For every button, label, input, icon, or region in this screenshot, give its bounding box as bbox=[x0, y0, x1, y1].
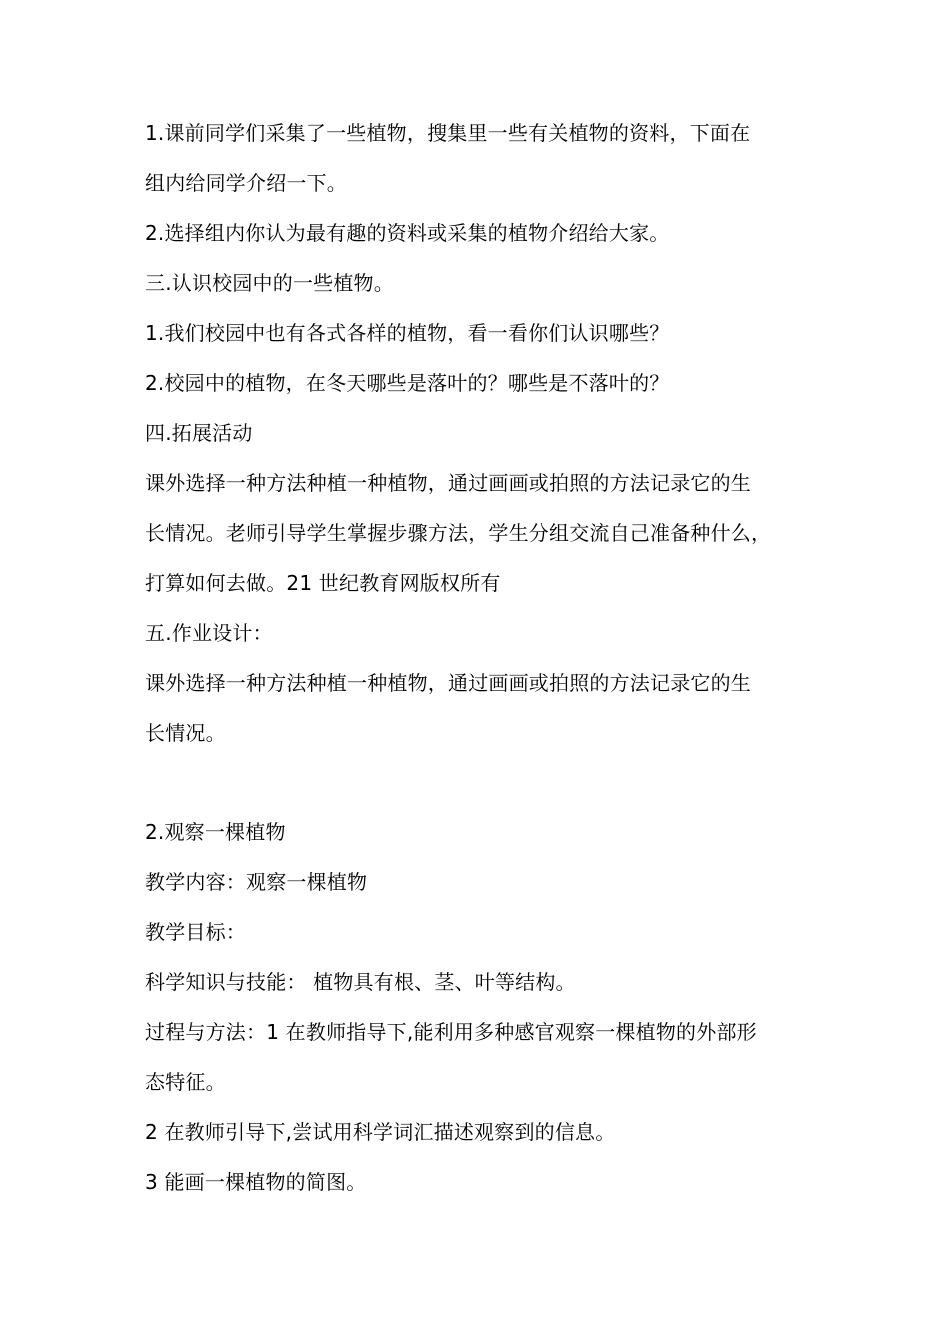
paragraph-line-5: 1.我们校园中也有各式各样的植物，看一看你们认识哪些？ bbox=[145, 321, 670, 345]
process-method-item-2: 2 在教师引导下,尝试用科学词汇描述观察到的信息。 bbox=[145, 1120, 616, 1144]
process-method-line-1: 过程与方法：1 在教师指导下,能利用多种感官观察一棵植物的外部形 bbox=[145, 1020, 757, 1044]
teaching-goals-heading: 教学目标： bbox=[145, 920, 246, 944]
lesson-title: 2.观察一棵植物 bbox=[145, 820, 286, 844]
teaching-content: 教学内容：观察一棵植物 bbox=[145, 870, 368, 894]
paragraph-line-12: 课外选择一种方法种植一种植物，通过画画或拍照的方法记录它的生 bbox=[145, 671, 751, 695]
process-method-item-3: 3 能画一棵植物的简图。 bbox=[145, 1170, 367, 1194]
knowledge-skills-line: 科学知识与技能： 植物具有根、茎、叶等结构。 bbox=[145, 970, 576, 994]
process-method-line-2: 态特征。 bbox=[145, 1070, 226, 1094]
section-heading-4: 四.拓展活动 bbox=[145, 421, 253, 445]
paragraph-line-10: 打算如何去做。21 世纪教育网版权所有 bbox=[145, 571, 501, 595]
paragraph-line-6: 2.校园中的植物，在冬天哪些是落叶的？哪些是不落叶的？ bbox=[145, 371, 670, 395]
paragraph-line-13: 长情况。 bbox=[145, 721, 226, 745]
section-heading-5: 五.作业设计： bbox=[145, 621, 273, 645]
paragraph-line-3: 2.选择组内你认为最有趣的资料或采集的植物介绍给大家。 bbox=[145, 221, 670, 245]
paragraph-line-9: 长情况。老师引导学生掌握步骤方法，学生分组交流自己准备种什么， bbox=[145, 521, 772, 545]
section-heading-3: 三.认识校园中的一些植物。 bbox=[145, 271, 394, 295]
paragraph-line-8: 课外选择一种方法种植一种植物，通过画画或拍照的方法记录它的生 bbox=[145, 471, 751, 495]
paragraph-line-2: 组内给同学介绍一下。 bbox=[145, 171, 347, 195]
paragraph-line-1: 1.课前同学们采集了一些植物，搜集里一些有关植物的资料，下面在 bbox=[145, 121, 751, 145]
